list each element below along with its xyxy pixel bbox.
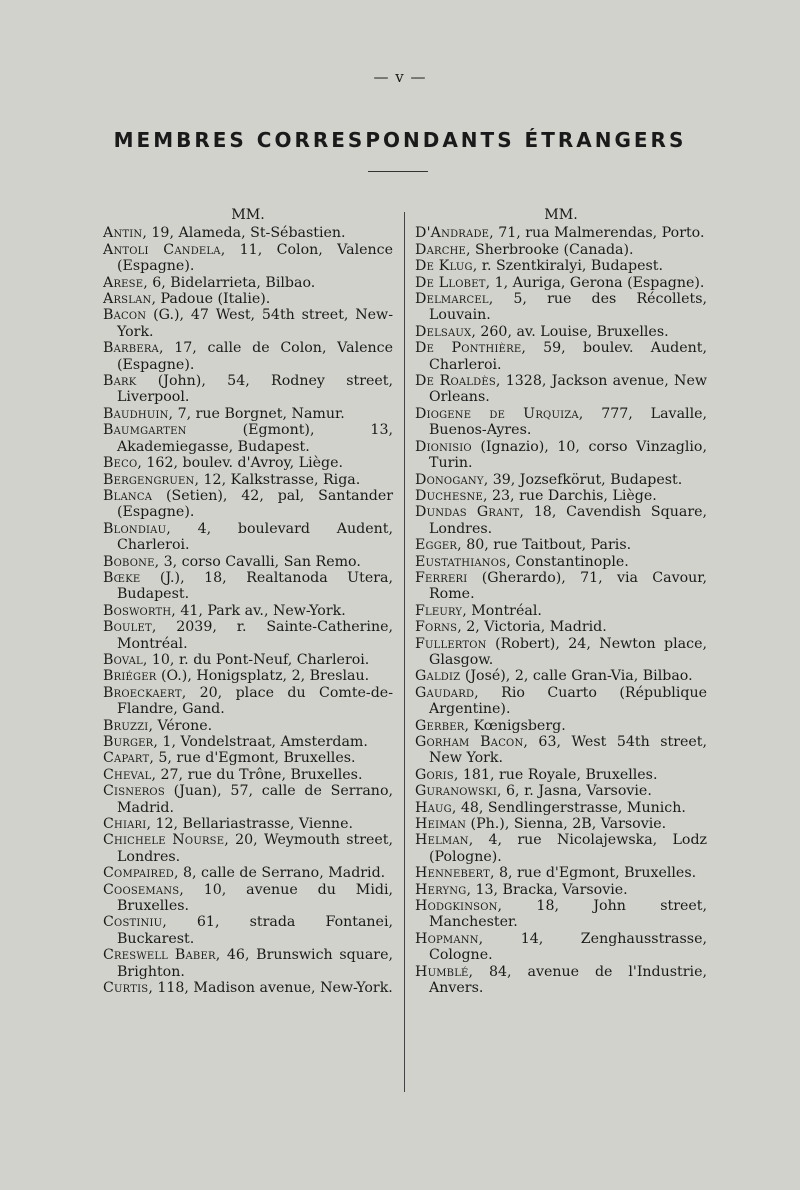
member-address: , 7, rue Borgnet, Namur. — [168, 405, 345, 422]
member-address: (Juan), 57, calle de Serrano, Madrid. — [117, 783, 393, 816]
member-entry — [103, 455, 393, 471]
member-name: Bœke — [103, 569, 141, 586]
page-number: — v — — [373, 68, 427, 86]
column-divider — [404, 212, 405, 1092]
column-heading: MM. — [231, 207, 265, 223]
member-entry — [415, 800, 707, 816]
member-entry — [415, 816, 707, 832]
member-address: , 18, John street, Manchester. — [429, 898, 707, 931]
member-address: (Egmont), 13, Akademiegasse, Budapest. — [117, 422, 393, 455]
member-name: Duchesne — [415, 487, 483, 504]
member-address: , 3, corso Cavalli, San Remo. — [154, 553, 361, 570]
member-name: Fleury — [415, 602, 463, 619]
member-name: Gorham Bacon — [415, 734, 524, 750]
member-name: Blondiau — [103, 520, 167, 537]
member-name: Curtis — [103, 980, 149, 997]
member-address: (Ph.), Sienna, 2B, Varsovie. — [466, 816, 667, 833]
member-address: , Sherbrooke (Canada). — [466, 241, 634, 258]
member-address: (J.), 18, Realtanoda Utera, Budapest. — [117, 569, 393, 603]
member-address: , 20, place du Comte-de-Flandre, Gand. — [117, 684, 393, 718]
member-address: , 46, Brunswich square, Brighton. — [117, 947, 393, 980]
member-address: , 8, rue d'Egmont, Bruxelles. — [489, 865, 697, 882]
member-entry — [415, 537, 707, 553]
member-column-right — [415, 207, 707, 997]
member-address: (Gherardo), 71, via Cavour, Rome. — [429, 569, 707, 603]
title-rule — [368, 171, 428, 172]
member-address: , 6, Bidelarrieta, Bilbao. — [143, 274, 316, 291]
member-name: Cisneros — [103, 783, 165, 800]
member-name: Egger — [415, 537, 458, 554]
member-name: Barbera — [103, 340, 159, 357]
member-name: Coosemans — [103, 881, 180, 898]
member-address: , 20, Weymouth street, Londres. — [117, 832, 393, 865]
member-name: Antoli Candela — [103, 241, 221, 258]
member-address: , 27, rue du Trône, Bruxelles. — [151, 766, 363, 783]
member-address: , 1, Auriga, Gerona (Espagne). — [485, 274, 705, 291]
member-name: Humblé — [415, 963, 469, 980]
member-entry — [415, 324, 707, 340]
member-address: , 14, Zenghausstrasse, Cologne. — [429, 930, 707, 964]
member-address: , 12, Kalkstrasse, Riga. — [194, 471, 361, 488]
member-address: , 5, rue d'Egmont, Bruxelles. — [149, 750, 356, 767]
member-name: Darche — [415, 241, 466, 258]
member-entry — [415, 225, 707, 241]
member-entry — [415, 619, 707, 635]
member-address: , 12, Bellariastrasse, Vienne. — [146, 816, 353, 833]
member-entry — [415, 603, 707, 619]
member-name: Boulet — [103, 619, 152, 636]
member-address: , 80, rue Taitbout, Paris. — [457, 537, 632, 554]
member-address: , 162, boulev. d'Avroy, Liège. — [137, 455, 344, 472]
member-entry — [103, 619, 393, 652]
member-name: Bacon — [103, 307, 147, 324]
member-entry — [103, 832, 393, 865]
member-entry — [103, 521, 393, 554]
member-entry — [103, 554, 393, 570]
member-name: Broeckaert — [103, 684, 182, 701]
member-address: (Setien), 42, pal, Santander (Espagne). — [117, 487, 393, 521]
member-entry — [103, 275, 393, 291]
member-address: (Robert), 24, Newton place, Glasgow. — [429, 635, 707, 668]
member-address: , Vérone. — [148, 717, 213, 734]
member-address: (John), 54, Rodney street, Liverpool. — [117, 373, 393, 406]
member-address: , 41, Park av., New-York. — [171, 602, 346, 619]
member-entry — [103, 570, 393, 603]
member-entry — [103, 488, 393, 521]
member-address: , 48, Sendlingerstrasse, Munich. — [451, 799, 686, 816]
member-entry — [103, 947, 393, 980]
member-entry — [415, 488, 707, 504]
member-entry — [103, 865, 393, 881]
member-entry — [103, 307, 393, 340]
member-name: Goris — [415, 766, 454, 783]
member-name: Bergengruen — [103, 471, 195, 488]
member-address: , 118, Madison avenue, New-York. — [148, 980, 393, 997]
member-entry — [415, 734, 707, 767]
member-address: , 4, boulevard Audent, Charleroi. — [117, 520, 393, 554]
member-address: , 63, West 54th street, New York. — [429, 734, 707, 767]
member-address: , 2039, r. Sainte-Catherine, Montréal. — [117, 619, 393, 652]
member-name: Donogany — [415, 471, 484, 488]
member-entry — [103, 652, 393, 668]
member-name: Boval — [103, 651, 143, 668]
member-address: , 39, Jozsefkörut, Budapest. — [483, 471, 683, 488]
member-name: Guranowski — [415, 783, 498, 800]
member-entry — [103, 422, 393, 455]
member-name: Beco — [103, 455, 138, 472]
member-name: Gerber — [415, 717, 465, 734]
member-entry — [103, 472, 393, 488]
member-name: Bosworth — [103, 602, 172, 619]
member-entry — [103, 783, 393, 816]
member-address: , r. Szentkiralyi, Budapest. — [472, 258, 663, 275]
member-name: Hennebert — [415, 865, 490, 882]
member-address: , Montréal. — [462, 602, 542, 619]
member-name: Heiman — [415, 816, 467, 833]
member-name: Chiari — [103, 816, 147, 833]
member-name: Delsaux — [415, 323, 472, 340]
member-name: Eustathianos — [415, 553, 507, 570]
member-entry — [415, 636, 707, 669]
member-name: Delmarcel — [415, 291, 489, 308]
member-address: , 59, boulev. Audent, Charleroi. — [429, 340, 707, 373]
member-address: , 777, Lavalle, Buenos-Ayres. — [429, 405, 708, 439]
member-entry — [415, 504, 707, 537]
member-name: Bruzzi — [103, 717, 149, 734]
member-name: De Ponthière — [415, 340, 522, 357]
member-address: , 10, avenue du Midi, Bruxelles. — [117, 881, 393, 915]
member-entry — [103, 406, 393, 422]
member-name: De Llobet — [415, 274, 486, 291]
member-address: , Constantinople. — [506, 553, 629, 570]
member-address: , 84, avenue de l'Industrie, Anvers. — [429, 963, 707, 997]
member-entry — [103, 242, 393, 275]
member-address: , 1, Vondelstraat, Amsterdam. — [153, 734, 368, 750]
member-address: (G.), 47 West, 54th street, New-York. — [117, 307, 393, 340]
member-name: Baumgarten — [103, 422, 187, 439]
member-entry — [103, 225, 393, 241]
member-name: Arese — [103, 274, 144, 291]
member-entry — [103, 816, 393, 832]
member-entry — [415, 865, 707, 881]
member-entry — [103, 767, 393, 783]
member-name: Antin — [103, 225, 143, 242]
member-name: Briéger — [103, 668, 157, 685]
member-entry — [415, 832, 707, 865]
member-entry — [103, 668, 393, 684]
member-name: Helman — [415, 832, 469, 849]
member-name: Haug — [415, 799, 452, 816]
member-entry — [415, 406, 707, 439]
member-entry — [103, 882, 393, 915]
member-address: (O.), Honigsplatz, 2, Breslau. — [156, 668, 370, 685]
member-entry — [103, 734, 393, 750]
member-name: Bark — [103, 373, 137, 390]
member-name: Chichele Nourse — [103, 832, 225, 849]
member-name: Heryng — [415, 881, 467, 898]
member-address: , 71, rua Malmerendas, Porto. — [489, 225, 705, 242]
member-entry — [415, 931, 707, 964]
member-name: Capart — [103, 750, 150, 767]
member-name: Creswell Baber — [103, 947, 216, 964]
member-entry — [415, 570, 707, 603]
member-entry — [415, 275, 707, 291]
member-address: , 10, r. du Pont-Neuf, Charleroi. — [142, 651, 370, 668]
member-address: , 11, Colon, Valence (Espagne). — [117, 241, 393, 275]
member-name: Costiniu — [103, 914, 163, 931]
member-entry — [103, 980, 393, 996]
member-entry — [103, 718, 393, 734]
member-address: , 5, rue des Récollets, Louvain. — [429, 291, 707, 324]
member-entry — [103, 291, 393, 307]
member-name: Burger — [103, 734, 154, 750]
member-name: Bobone — [103, 553, 155, 570]
member-entry — [415, 898, 707, 931]
member-entry — [103, 373, 393, 406]
page-title: MEMBRES CORRESPONDANTS ÉTRANGERS — [113, 128, 687, 152]
member-entry — [415, 291, 707, 324]
member-address: (Ignazio), 10, corso Vinzaglio, Turin. — [429, 438, 707, 472]
member-address: , 2, Victoria, Madrid. — [457, 619, 607, 636]
member-name: Baudhuin — [103, 405, 169, 422]
member-address: , 18, Cavendish Square, Londres. — [429, 504, 708, 537]
member-name: Dundas Grant — [415, 504, 520, 521]
member-address: , 8, calle de Serrano, Madrid. — [173, 865, 386, 882]
member-address: , 17, calle de Colon, Valence (Espagne). — [117, 340, 393, 373]
member-address: , 6, r. Jasna, Varsovie. — [497, 783, 652, 800]
member-address: , Padoue (Italie). — [151, 291, 271, 308]
member-address: , Rio Cuarto (République Argentine). — [429, 684, 707, 718]
member-entry — [415, 472, 707, 488]
member-entry — [103, 340, 393, 373]
member-address: , Kœnigsberg. — [464, 717, 566, 734]
member-column-left — [103, 207, 393, 997]
member-address: , 23, rue Darchis, Liège. — [482, 487, 657, 504]
member-entry — [415, 439, 707, 472]
member-name: Galdiz — [415, 668, 461, 685]
member-name: De Roaldès — [415, 373, 496, 390]
member-address: , 260, av. Louise, Bruxelles. — [471, 323, 669, 340]
member-name: Cheval — [103, 766, 152, 783]
member-entry — [415, 882, 707, 898]
member-name: Hodgkinson — [415, 898, 498, 915]
member-name: Arslan — [103, 291, 152, 308]
member-name: Hopmann — [415, 930, 479, 947]
member-name: Dionisio — [415, 438, 472, 455]
member-name: D'Andrade — [415, 225, 490, 242]
member-address: , 181, rue Royale, Bruxelles. — [453, 766, 658, 783]
member-name: Blanca — [103, 487, 153, 504]
member-entry — [103, 603, 393, 619]
member-entry — [415, 373, 707, 406]
member-name: Fullerton — [415, 635, 487, 652]
member-entry — [415, 242, 707, 258]
member-address: , 4, rue Nicolajewska, Lodz (Pologne). — [429, 832, 707, 865]
member-name: Gaudard — [415, 684, 475, 701]
member-entry — [103, 685, 393, 718]
member-entry — [103, 914, 393, 947]
member-entry — [415, 767, 707, 783]
column-heading: MM. — [544, 207, 578, 223]
member-address: , 13, Bracka, Varsovie. — [466, 881, 628, 898]
member-name: De Klug — [415, 258, 473, 275]
member-name: Forns — [415, 619, 458, 636]
member-name: Ferreri — [415, 569, 468, 586]
member-entry — [415, 554, 707, 570]
member-entry — [415, 340, 707, 373]
member-name: Compaired — [103, 865, 174, 882]
member-address: , 61, strada Fontanei, Buckarest. — [117, 914, 393, 947]
member-entry — [415, 258, 707, 274]
member-address: , 1328, Jackson avenue, New Orleans. — [429, 373, 707, 406]
member-entry — [415, 718, 707, 734]
member-entry — [415, 685, 707, 718]
member-entry — [415, 964, 707, 997]
member-entry — [103, 750, 393, 766]
member-name: Diogene de Urquiza — [415, 405, 579, 422]
member-address: (José), 2, calle Gran-Via, Bilbao. — [460, 668, 693, 685]
member-address: , 19, Alameda, St-Sébastien. — [142, 225, 346, 242]
member-entry — [415, 783, 707, 799]
member-entry — [415, 668, 707, 684]
